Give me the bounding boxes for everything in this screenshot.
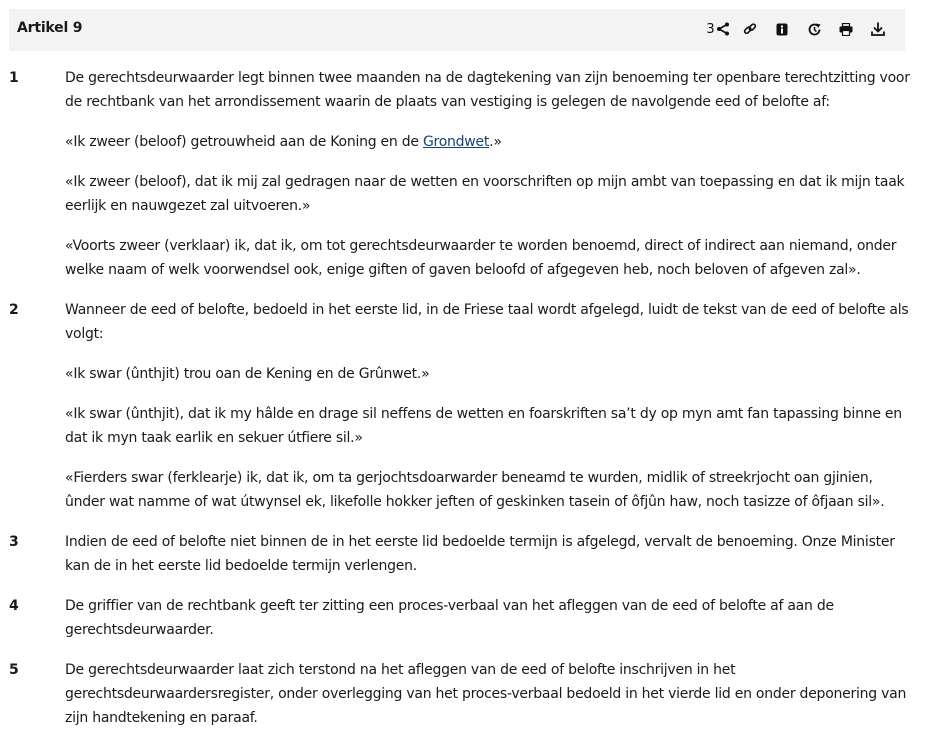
share-icon [716,22,730,36]
lid-number: 4 [9,598,19,614]
lid-4 [0,594,928,642]
lid-text: Indien de eed of belofte niet binnen de in het eerste lid bedoelde termijn is afgelegd, vervalt de benoeming. Onze Minister kan de in het eerste lid bedoelde termijn verlengen. [65,534,895,574]
oath-text: «Ik swar (ûnthjit) trou oan de Kening en de Grûnwet.» [65,366,430,382]
article-title: Artikel 9 [17,20,83,36]
lid-1 [0,66,928,282]
lid-number: 5 [9,662,19,678]
article-header [9,9,905,51]
lid-text: Wanneer de eed of belofte, bedoeld in het eerste lid, in de Friese taal wordt afgelegd, luidt de tekst van de eed of belofte als volgt: [65,302,909,342]
oath-text: «Voorts zweer (verklaar) ik, dat ik, om tot gerechtsdeurwaarder te worden benoemd, direct of indirect aan niemand, onder welke naam of welk voorwendsel ook, enige giften of gaven beloofd of afgegeven heb, noch beloven of afgeven zal». [65,238,897,278]
history-button[interactable] [803,18,825,40]
lid-5 [0,658,928,730]
lid-text: De gerechtsdeurwaarder legt binnen twee maanden na de dagtekening van zijn benoeming ter openbare terechtzitting voor de rechtbank van het arrondissement waarin de plaats van vestiging is gelegen de navolgende eed of belofte af: [65,70,910,110]
permalink-button[interactable] [739,18,761,40]
info-button[interactable] [771,18,793,40]
lid-text: De griffier van de rechtbank geeft ter zitting een proces-verbaal van het afleggen van de eed of belofte af aan de gerechtsdeurwaarder. [65,598,834,638]
grondwet-link[interactable]: Grondwet [422,134,490,150]
download-button[interactable] [867,18,889,40]
print-icon [839,23,853,36]
oath-text: «Fierders swar (ferklearje) ik, dat ik, om ta gerjochtsdoarwarder beneamd te wurden, midlik of streekrjocht oan gjinien, ûnder wat namme of wat útwynsel ek, likefolle hokker jeften of geskinken tasein of ôfjûn haw, noch tasizze of ôfjaan sil». [65,470,885,510]
lid-3 [0,530,928,578]
article-toolbar [703,18,899,40]
lid-number: 1 [9,70,19,86]
print-button[interactable] [835,18,857,40]
link-icon [743,22,757,36]
share-count: 3 [706,21,715,37]
lid-number: 3 [9,534,19,550]
info-icon [776,23,788,36]
download-icon [871,22,885,36]
oath-text [65,130,910,154]
lid-2 [0,298,928,514]
oath-text: «Ik zweer (beloof), dat ik mij zal gedragen naar de wetten en voorschriften op mijn ambt van toepassing en dat ik mijn taak eerlijk en nauwgezet zal uitvoeren.» [65,174,905,214]
oath-text-part: «Ik zweer (beloof) getrouwheid aan de Koning en de [65,134,423,150]
article-content [0,66,928,746]
share-button[interactable] [703,18,733,40]
history-icon [807,22,822,37]
lid-text: De gerechtsdeurwaarder laat zich terstond na het afleggen van de eed of belofte inschrijven in het gerechtsdeurwaardersregister, onder overlegging van het proces-verbaal bedoeld in het vierde lid en onder deponering van zijn handtekening en paraaf. [65,662,907,726]
oath-text-part: .» [489,134,502,150]
oath-text: «Ik swar (ûnthjit), dat ik my hâlde en drage sil neffens de wetten en foarskriften sa’t dy op myn amt fan tapassing binne en dat ik myn taak earlik en sekuer útfiere sil.» [65,406,902,446]
lid-number: 2 [9,302,19,318]
